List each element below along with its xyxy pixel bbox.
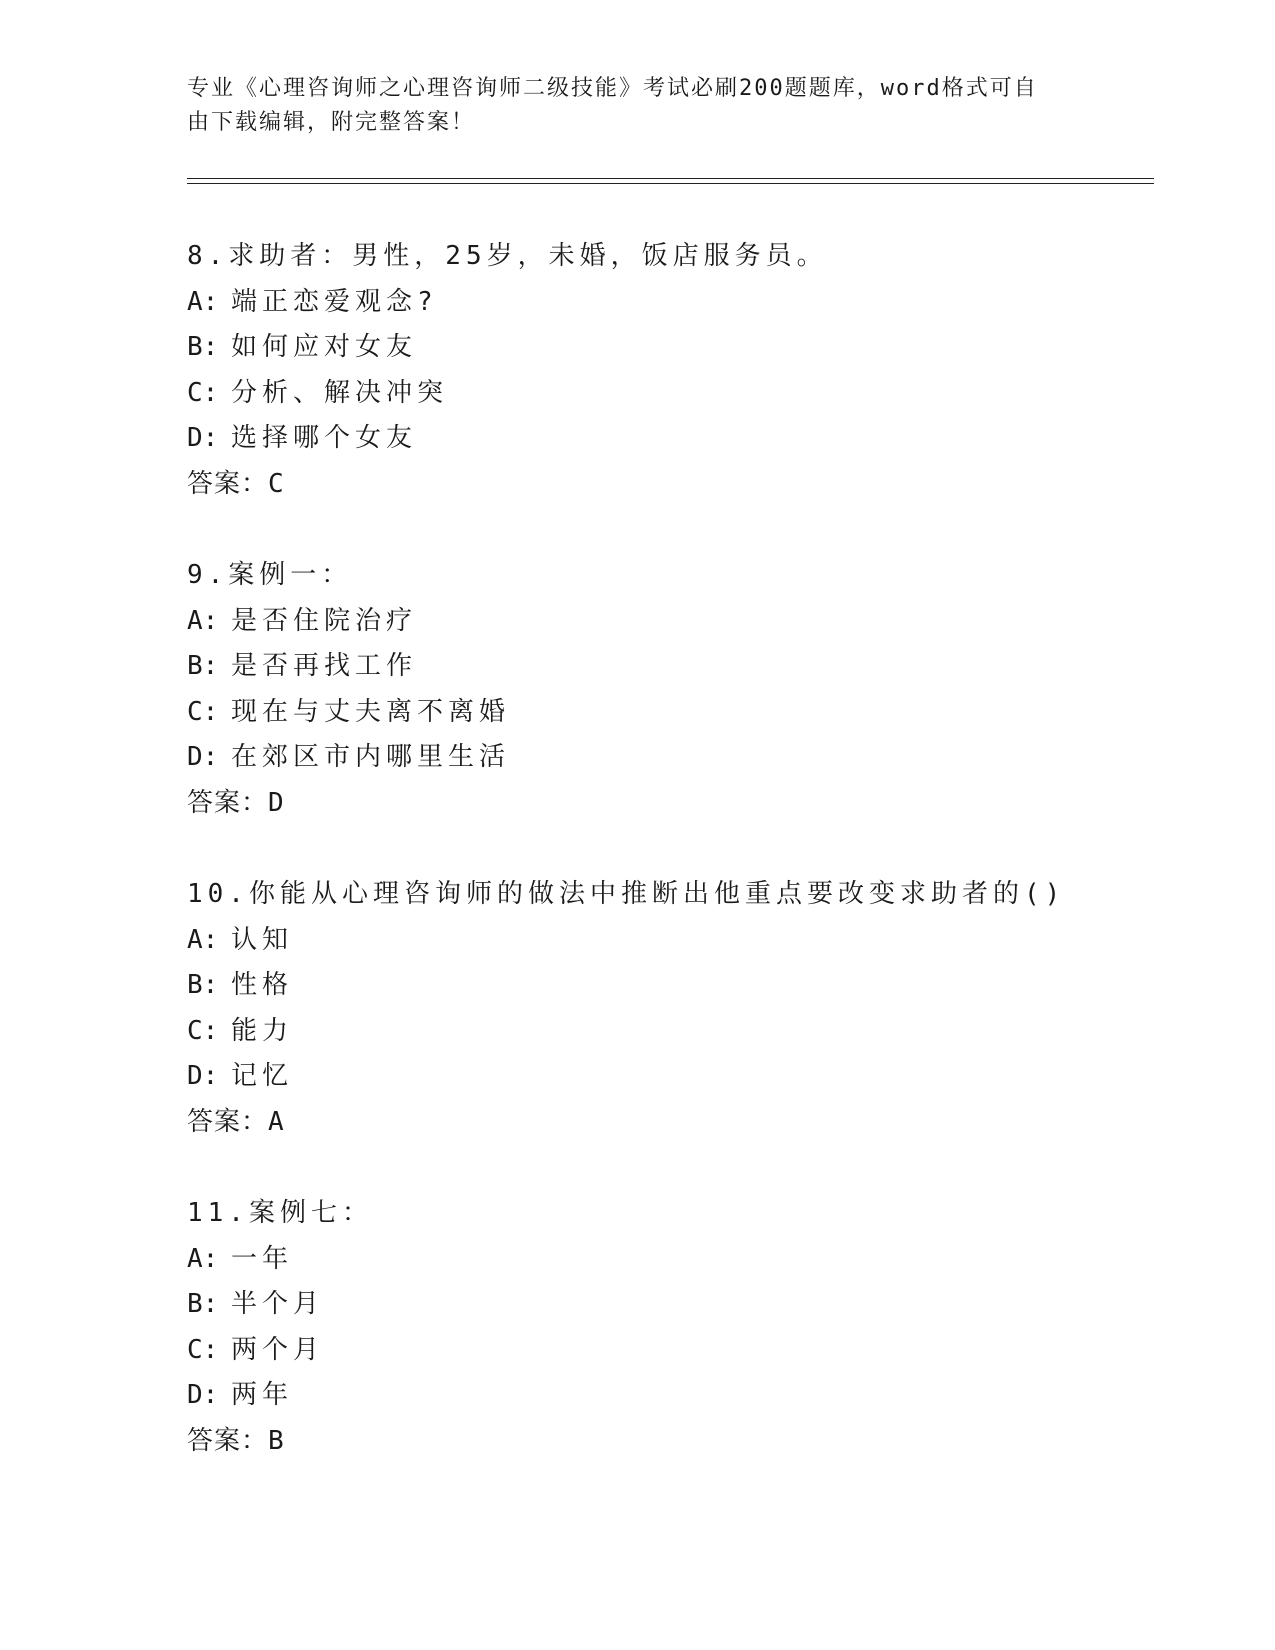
- question-stem: 9.案例一：: [187, 560, 353, 590]
- option-text: 现在与丈夫离不离婚: [231, 696, 511, 727]
- option-a: [187, 280, 828, 326]
- option-letter: A:: [187, 605, 219, 636]
- answer-line: 答案：B: [187, 1425, 285, 1456]
- option-letter: D:: [187, 742, 219, 772]
- document-header: [187, 72, 1067, 140]
- option-text: 能力: [231, 1015, 294, 1046]
- option-c: [187, 690, 510, 736]
- option-text: 端正恋爱观念?: [231, 286, 438, 317]
- question-8: [187, 234, 828, 507]
- question-stem: 11.案例七：: [187, 1198, 373, 1228]
- option-letter: B:: [187, 970, 219, 1000]
- option-d: [187, 1054, 1065, 1100]
- question-stem: 8.求助者：男性，25岁，未婚，饭店服务员。: [187, 241, 828, 271]
- option-text: 如何应对女友: [231, 332, 418, 362]
- option-letter: C:: [187, 696, 219, 727]
- answer-line: 答案：D: [187, 787, 285, 818]
- option-text: 在郊区市内哪里生活: [231, 742, 511, 772]
- option-letter: A:: [187, 286, 219, 317]
- option-letter: A:: [187, 924, 219, 955]
- option-text: 是否住院治疗: [231, 605, 418, 636]
- option-c: [187, 1009, 1065, 1055]
- option-letter: B:: [187, 332, 219, 362]
- option-letter: A:: [187, 1243, 219, 1274]
- option-b: [187, 1282, 373, 1328]
- option-b: [187, 644, 510, 690]
- header-line-1: 专业《心理咨询师之心理咨询师二级技能》考试必刷200题题库，word格式可自: [187, 76, 1038, 101]
- option-text: 认知: [231, 924, 294, 955]
- option-letter: B:: [187, 1289, 219, 1319]
- header-line-2: 由下载编辑，附完整答案！: [187, 110, 476, 135]
- question-10: [187, 872, 1065, 1145]
- answer-line: 答案：A: [187, 1106, 285, 1137]
- question-9: [187, 553, 510, 826]
- option-letter: B:: [187, 651, 219, 681]
- option-text: 两个月: [231, 1334, 325, 1365]
- option-text: 性格: [231, 970, 294, 1000]
- option-letter: C:: [187, 1334, 219, 1365]
- option-letter: D:: [187, 1380, 219, 1410]
- option-text: 是否再找工作: [231, 651, 418, 681]
- option-d: [187, 735, 510, 781]
- option-text: 选择哪个女友: [231, 423, 418, 453]
- option-a: [187, 1237, 373, 1283]
- option-letter: D:: [187, 423, 219, 453]
- option-letter: C:: [187, 1015, 219, 1046]
- question-stem: 10.你能从心理咨询师的做法中推断出他重点要改变求助者的(): [187, 879, 1066, 909]
- header-divider-bottom: [187, 183, 1154, 184]
- option-b: [187, 325, 828, 371]
- header-divider-top: [187, 178, 1154, 179]
- option-a: [187, 599, 510, 645]
- option-c: [187, 371, 828, 417]
- option-text: 一年: [231, 1243, 294, 1274]
- option-text: 半个月: [231, 1289, 325, 1319]
- option-a: [187, 918, 1065, 964]
- option-b: [187, 963, 1065, 1009]
- question-11: [187, 1191, 373, 1464]
- answer-line: 答案：C: [187, 468, 285, 499]
- option-c: [187, 1328, 373, 1374]
- option-letter: C:: [187, 377, 219, 408]
- option-text: 记忆: [231, 1061, 294, 1091]
- option-text: 两年: [231, 1380, 294, 1410]
- option-text: 分析、解决冲突: [231, 377, 449, 408]
- option-d: [187, 1373, 373, 1419]
- option-d: [187, 416, 828, 462]
- option-letter: D:: [187, 1061, 219, 1091]
